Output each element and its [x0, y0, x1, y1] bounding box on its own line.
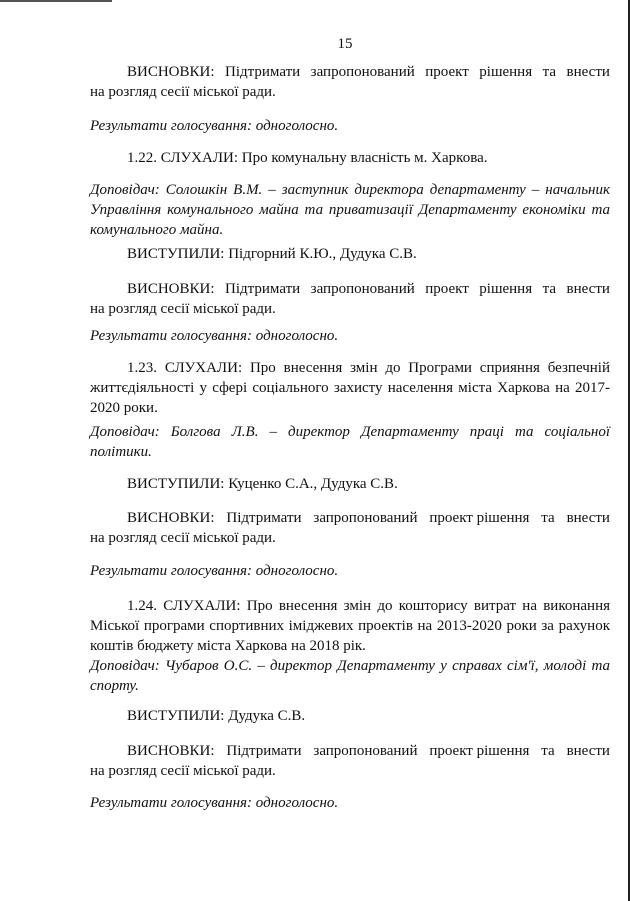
conclusion-line-2: на розгляд сесії міської ради.: [90, 301, 276, 317]
vote-result-1-22: Результати голосування: одноголосно.: [90, 328, 339, 344]
vote-result-1-23: Результати голосування: одноголосно.: [90, 563, 339, 579]
speaker-1-24: Доповідач: Чубаров О.С. – директор Департаменту у справах сім'ї, молоді та спорту.: [90, 658, 610, 694]
conclusion-word: та: [542, 64, 557, 80]
conclusion-block-1-24: [90, 741, 610, 781]
scan-corner-line: [0, 0, 112, 2]
heard-item-1-23: 1.23. СЛУХАЛИ: Про внесення змін до Програми сприяння безпечній життєдіяльності у сфері соціального захисту населення міста Харкова на 2017-2020 роки.: [90, 360, 610, 416]
spoke-1-23: ВИСТУПИЛИ: Куценко С.А., Дудука С.В.: [127, 476, 398, 492]
conclusion-line-1: [90, 279, 610, 299]
conclusion-block-1: [90, 62, 610, 102]
conclusion-word: запропонований: [310, 281, 415, 297]
speaker-1-23: Доповідач: Болгова Л.В. – директор Департаменту праці та соціальної політики.: [90, 424, 610, 460]
conclusion-word: Підтримати: [225, 281, 301, 297]
conclusion-label: ВИСНОВКИ:: [127, 510, 215, 526]
conclusion-line-2: на розгляд сесії міської ради.: [90, 763, 276, 779]
heard-item-1-22: 1.22. СЛУХАЛИ: Про комунальну власність м. Харкова.: [127, 150, 488, 166]
conclusion-word: проект рішення: [429, 743, 530, 759]
conclusion-word: внести: [566, 281, 610, 297]
conclusion-word: проект: [425, 64, 469, 80]
conclusion-word: внести: [566, 510, 610, 526]
conclusion-word: проект рішення: [429, 510, 530, 526]
conclusion-line-1: [90, 741, 610, 761]
conclusion-line-1: [90, 62, 610, 82]
conclusion-word: внести: [566, 743, 610, 759]
conclusion-word: та: [542, 281, 557, 297]
conclusion-label: ВИСНОВКИ:: [127, 743, 215, 759]
vote-result-1: Результати голосування: одноголосно.: [90, 118, 339, 134]
page-number: 15: [337, 36, 353, 52]
conclusion-line-1: [90, 508, 610, 528]
conclusion-line-2: на розгляд сесії міської ради.: [90, 84, 276, 100]
conclusion-word: рішення: [479, 64, 533, 80]
conclusion-line-2: на розгляд сесії міської ради.: [90, 530, 276, 546]
conclusion-label: ВИСНОВКИ:: [127, 64, 215, 80]
conclusion-block-1-22: [90, 279, 610, 319]
conclusion-word: Підтримати: [226, 743, 302, 759]
conclusion-block-1-23: [90, 508, 610, 548]
conclusion-word: запропонований: [310, 64, 415, 80]
speaker-1-22: Доповідач: Солошкін В.М. – заступник директора департаменту – начальник Управління комунального майна та приватизації Департаменту економіки та комунального майна.: [90, 182, 610, 238]
heard-item-1-24: 1.24. СЛУХАЛИ: Про внесення змін до кошторису витрат на виконання Міської програми спортивних іміджевих проектів на 2013-2020 роки за рахунок коштів бюджету міста Харкова на 2018 рік.: [90, 598, 610, 654]
conclusion-word: та: [541, 510, 555, 526]
conclusion-word: запропонований: [313, 743, 418, 759]
conclusion-label: ВИСНОВКИ:: [127, 281, 215, 297]
conclusion-word: проект: [425, 281, 469, 297]
vote-result-1-24: Результати голосування: одноголосно.: [90, 795, 339, 811]
conclusion-word: та: [541, 743, 555, 759]
conclusion-word: запропонований: [313, 510, 418, 526]
conclusion-word: Підтримати: [226, 510, 302, 526]
spoke-1-22: ВИСТУПИЛИ: Підгорний К.Ю., Дудука С.В.: [127, 246, 417, 262]
conclusion-word: Підтримати: [225, 64, 301, 80]
conclusion-word: внести: [566, 64, 610, 80]
spoke-1-24: ВИСТУПИЛИ: Дудука С.В.: [127, 708, 306, 724]
conclusion-word: рішення: [479, 281, 533, 297]
